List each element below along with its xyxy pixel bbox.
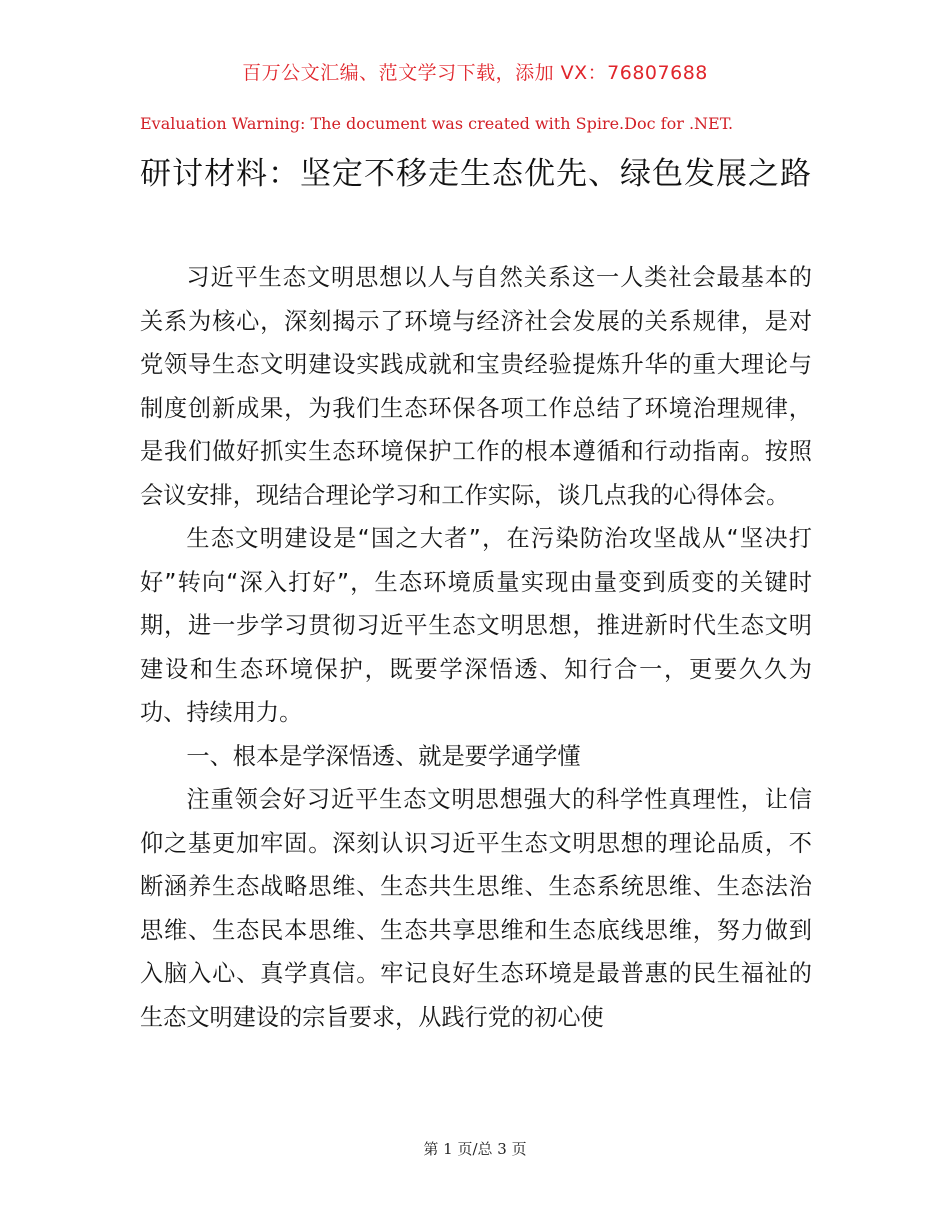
document-body bbox=[140, 256, 812, 1039]
evaluation-warning: Evaluation Warning: The document was created with Spire.Doc for .NET. bbox=[140, 114, 734, 133]
promo-banner: 百万公文汇编、范文学习下载，添加 VX：76807688 bbox=[242, 62, 708, 84]
section-heading: 一、根本是学深悟透、就是要学通学懂 bbox=[186, 742, 581, 770]
paragraph: 注重领会好习近平生态文明思想强大的科学性真理性，让信仰之基更加牢固。深刻认识习近平生态文明思想的理论品质，不断涵养生态战略思维、生态共生思维、生态系统思维、生态法治思维、生态民本思维、生态共享思维和生态底线思维，努力做到入脑入心、真学真信。牢记良好生态环境是最普惠的民生福祉的生态文明建设的宗旨要求，从践行党的初心使 bbox=[140, 786, 812, 1031]
page-indicator: 第 1 页/总 3 页 bbox=[423, 1140, 527, 1158]
document-title: 研讨材料：坚定不移走生态优先、绿色发展之路 bbox=[140, 156, 812, 192]
paragraph: 生态文明建设是“国之大者”，在污染防治攻坚战从“坚决打好”转向“深入打好”，生态环境质量实现由量变到质变的关键时期，进一步学习贯彻习近平生态文明思想，推进新时代生态文明建设和生态环境保护，既要学深悟透、知行合一，更要久久为功、持续用力。 bbox=[140, 525, 812, 726]
paragraph: 习近平生态文明思想以人与自然关系这一人类社会最基本的关系为核心，深刻揭示了环境与经济社会发展的关系规律，是对党领导生态文明建设实践成就和宝贵经验提炼升华的重大理论与制度创新成果，为我们生态环保各项工作总结了环境治理规律，是我们做好抓实生态环境保护工作的根本遵循和行动指南。按照会议安排，现结合理论学习和工作实际，谈几点我的心得体会。 bbox=[140, 264, 812, 509]
